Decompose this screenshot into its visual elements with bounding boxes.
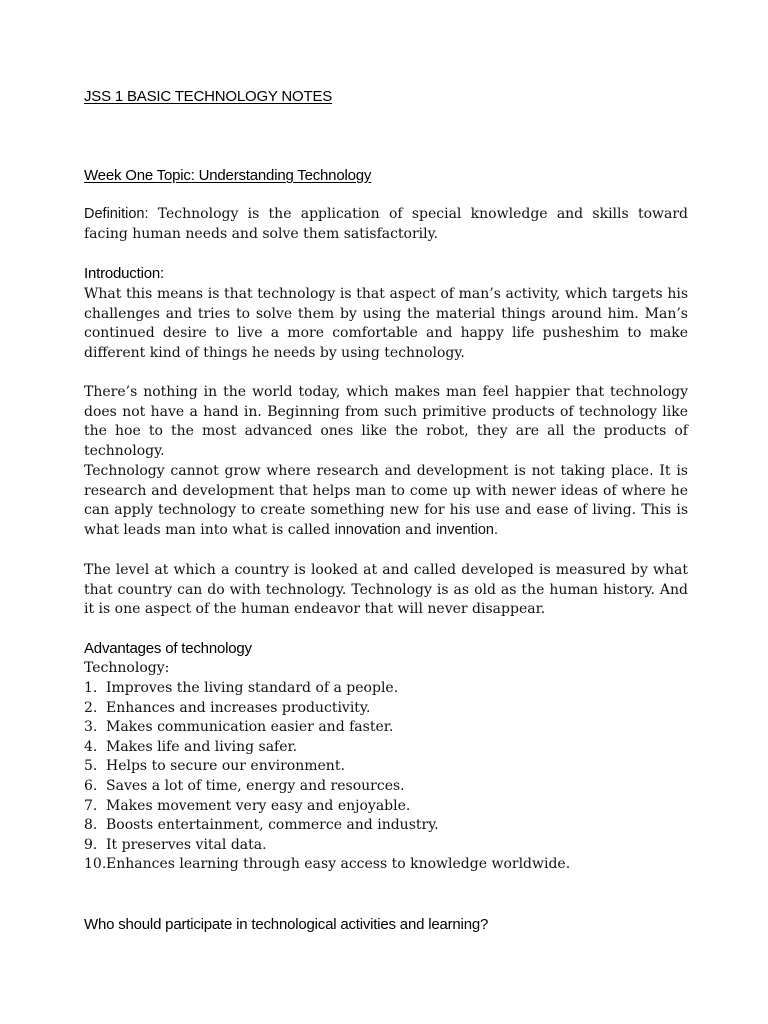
participation-heading: Who should participate in technological activities and learning? <box>84 916 489 933</box>
list-item: 3. Makes communication easier and faster. <box>84 719 394 736</box>
innovation-term: innovation <box>334 521 401 538</box>
definition-text: Technology is the application of special knowledge and skills toward facing human needs and solve them satisfactorily. <box>84 206 688 242</box>
list-item: 5. Helps to secure our environment. <box>84 758 345 775</box>
advantages-list <box>84 679 704 875</box>
list-item: 7. Makes movement very easy and enjoyable. <box>84 797 411 814</box>
definition-paragraph <box>84 205 688 244</box>
list-item: 1. Improves the living standard of a people. <box>84 680 399 696</box>
invention-term: invention. <box>435 521 499 538</box>
intro-paragraph-2: There’s nothing in the world today, which makes man feel happier that technology does not have a hand in. Beginning from such primitive products of technology like the hoe to the most advanced ones like the robot, they are all the products of technology. <box>84 384 688 459</box>
intro-paragraph-3-text: Technology cannot grow where research and development is not taking place. It is research and development that helps man to come up with newer ideas of where he can apply technology to create something new for his use and ease of living. This is what leads man into what is called <box>84 463 688 538</box>
and-connector: and <box>400 521 436 538</box>
list-item: 6. Saves a lot of time, energy and resources. <box>84 777 405 794</box>
intro-paragraph-1: What this means is that technology is that aspect of man’s activity, which targets his challenges and tries to solve them by using the material things around him. Man’s continued desire to live a more comfortable and happy life pusheshim to make different kind of things he needs by using technology. <box>84 286 688 361</box>
list-item: 2. Enhances and increases productivity. <box>84 699 371 716</box>
intro-paragraph-3 <box>84 462 688 540</box>
week-topic-heading: Week One Topic: Understanding Technology <box>84 167 372 184</box>
list-item: 4. Makes life and living safer. <box>84 738 298 755</box>
definition-label: Definition: <box>84 206 149 222</box>
advantages-intro: Technology: <box>84 660 170 676</box>
list-item: 8. Boosts entertainment, commerce and industry. <box>84 817 439 834</box>
document-title: JSS 1 BASIC TECHNOLOGY NOTES <box>84 88 333 105</box>
advantages-heading: Advantages of technology <box>84 640 252 657</box>
list-item: 10.Enhances learning through easy access to knowledge worldwide. <box>84 856 571 873</box>
introduction-heading: Introduction: <box>84 265 164 282</box>
intro-paragraph-4: The level at which a country is looked at and called developed is measured by what that country can do with technology. Technology is as old as the human history. And it is one aspect of the human endeavor that will never disappear. <box>84 562 688 617</box>
list-item: 9. It preserves vital data. <box>84 836 267 853</box>
